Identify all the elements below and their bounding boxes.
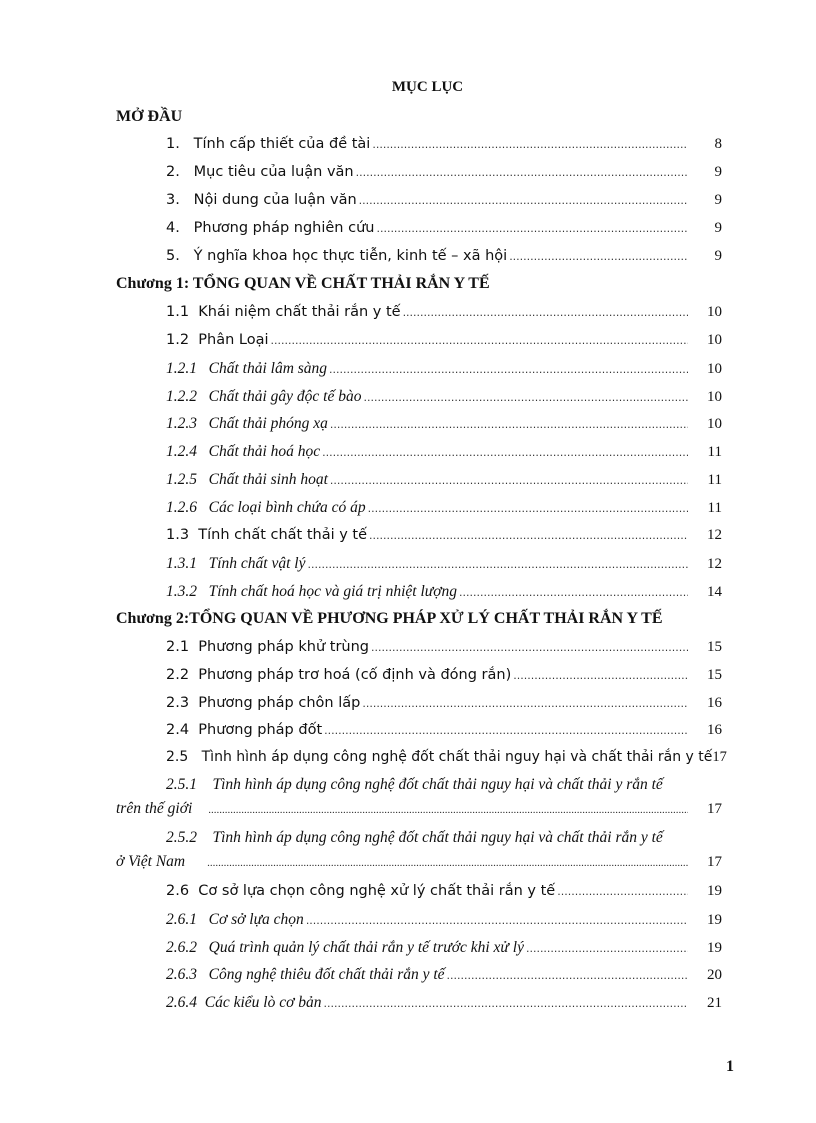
toc-entry[interactable]	[166, 883, 722, 903]
entry-page: 10	[707, 332, 722, 348]
entry-number: 1.3.2	[166, 583, 197, 600]
entry-title: Nội dung của luận văn	[193, 192, 357, 208]
entry-page: 10	[707, 304, 722, 320]
leader-dots	[356, 164, 688, 180]
entry-title: Chất thải gây độc tế bào	[208, 388, 362, 405]
toc-entry[interactable]	[166, 639, 722, 659]
entry-title: Tính chất vật lý	[208, 555, 306, 572]
toc-entry[interactable]	[166, 388, 722, 408]
entry-page: 9	[714, 192, 722, 208]
leader-dots	[362, 695, 688, 711]
entry-page: 17	[707, 801, 722, 817]
entry-title: Cơ sở lựa chọn	[208, 911, 304, 928]
entry-number: 1.2.5	[166, 471, 197, 488]
entry-title: Chất thải sinh hoạt	[208, 471, 328, 488]
toc-entry[interactable]	[166, 527, 722, 547]
entry-title: Tình hình áp dụng công nghệ đốt chất thải nguy hại và chất thải y rắn tế	[212, 776, 663, 793]
toc-entry[interactable]	[166, 667, 722, 687]
entry-number: 1.2.3	[166, 415, 197, 432]
leader-dots	[330, 416, 688, 432]
entry-number: 1.3.1	[166, 555, 197, 572]
leader-dots	[363, 389, 688, 405]
entry-title-continued: ở Việt Nam	[116, 853, 186, 870]
entry-number: 2.6.1	[166, 911, 197, 928]
entry-title: Phương pháp nghiên cứu	[193, 220, 375, 236]
entry-page: 16	[707, 695, 722, 711]
entry-number: 2.6.4	[166, 994, 197, 1011]
entry-title: Các loại bình chứa có áp	[208, 499, 366, 516]
entry-number: 2.2	[166, 667, 190, 683]
entry-page: 9	[714, 164, 722, 180]
entry-title: Tính chất hoá học và giá trị nhiệt lượng	[208, 583, 457, 600]
toc-entry[interactable]	[166, 360, 722, 380]
entry-number: 5.	[166, 248, 180, 264]
entry-page: 12	[707, 527, 722, 543]
entry-page: 15	[707, 667, 722, 683]
entry-title: Tình hình áp dụng công nghệ đốt chất thải nguy hại và chất thải rắn y tế	[201, 749, 713, 765]
toc-entry[interactable]	[166, 304, 722, 324]
entry-number: 2.3	[166, 695, 190, 711]
entry-number: 3.	[166, 192, 180, 208]
entry-title: Phương pháp chôn lấp	[198, 695, 361, 711]
entry-page: 10	[707, 416, 722, 432]
leader-dots	[329, 361, 688, 377]
chapter1-heading: Chương 1: TỔNG QUAN VỀ CHẤT THẢI RẮN Y TẾ	[116, 275, 490, 292]
entry-number: 1.2	[166, 332, 190, 348]
leader-dots	[376, 220, 688, 236]
leader-dots	[324, 995, 689, 1011]
leader-dots	[308, 556, 689, 572]
toc-entry-wrapped[interactable]	[116, 776, 722, 824]
entry-number: 2.6.2	[166, 939, 197, 956]
entry-title: Phương pháp trơ hoá (cố định và đóng rắn)	[198, 667, 512, 683]
leader-dots	[369, 527, 688, 543]
entry-title: Chất thải phóng xạ	[208, 415, 328, 432]
entry-number: 2.5.2	[166, 829, 197, 846]
entry-title: Mục tiêu của luận văn	[193, 164, 354, 180]
entry-number: 1.	[166, 136, 180, 152]
entry-number: 4.	[166, 220, 180, 236]
entry-page: 16	[707, 722, 722, 738]
chapter2-heading: Chương 2:TỔNG QUAN VỀ PHƯƠNG PHÁP XỬ LÝ CHẤT THẢI RẮN Y TẾ	[116, 610, 663, 627]
intro-heading: MỞ ĐẦU	[116, 108, 183, 125]
entry-page: 12	[707, 556, 722, 572]
toc-entry[interactable]	[166, 555, 722, 575]
entry-number: 2.1	[166, 639, 190, 655]
entry-title: Quá trình quản lý chất thải rắn y tế trước khi xử lý	[208, 939, 524, 956]
entry-page: 11	[707, 444, 722, 460]
entry-page: 19	[707, 940, 722, 956]
toc-entry[interactable]	[166, 583, 722, 603]
entry-page: 19	[707, 912, 722, 928]
entry-number: 1.3	[166, 527, 190, 543]
entry-page: 10	[707, 389, 722, 405]
entry-title: Cơ sở lựa chọn công nghệ xử lý chất thải rắn y tế	[198, 883, 556, 899]
toc-entry[interactable]	[166, 443, 722, 463]
entry-page: 14	[707, 584, 722, 600]
leader-dots	[372, 136, 688, 152]
entry-title: Tình hình áp dụng công nghệ đốt chất thải nguy hại và chất thải rắn y tế	[212, 829, 663, 846]
entry-page: 11	[707, 472, 722, 488]
toc-entry-wrapped[interactable]	[116, 829, 722, 877]
toc-entry[interactable]	[166, 749, 738, 769]
toc-entry[interactable]	[166, 939, 722, 959]
entry-page: 11	[707, 500, 722, 516]
entry-page: 8	[714, 136, 722, 152]
entry-number: 2.5.1	[166, 776, 197, 793]
leader-dots	[330, 472, 688, 488]
entry-title: Khái niệm chất thải rắn y tế	[198, 304, 401, 320]
leader-dots	[371, 639, 688, 655]
toc-entry[interactable]	[166, 332, 722, 352]
leader-dots	[324, 722, 688, 738]
leader-dots	[447, 967, 688, 983]
entry-number: 1.2.4	[166, 443, 197, 460]
entry-page: 20	[707, 967, 722, 983]
entry-title-continued: trên thế giới	[116, 800, 193, 817]
leader-dots	[208, 800, 688, 818]
toc-entry[interactable]	[166, 136, 722, 156]
toc-title: MỤC LỤC	[391, 79, 464, 95]
toc-entry[interactable]	[166, 220, 722, 240]
leader-dots	[459, 584, 688, 600]
leader-dots	[359, 192, 688, 208]
entry-title: Tính cấp thiết của đề tài	[193, 136, 371, 152]
entry-title: Phân Loại	[198, 332, 269, 348]
leader-dots	[557, 883, 688, 899]
entry-title: Chất thải hoá học	[208, 443, 321, 460]
leader-dots	[403, 304, 688, 320]
leader-dots	[322, 444, 688, 460]
entry-title: Phương pháp đốt	[198, 722, 323, 738]
entry-page: 19	[707, 883, 722, 899]
leader-dots	[526, 940, 688, 956]
entry-page: 21	[707, 995, 722, 1011]
leader-dots	[509, 248, 688, 264]
entry-number: 1.2.6	[166, 499, 197, 516]
entry-number: 1.2.1	[166, 360, 197, 377]
toc-entry[interactable]	[166, 966, 722, 986]
entry-number: 2.6.3	[166, 966, 197, 983]
entry-title: Phương pháp khử trùng	[198, 639, 369, 655]
entry-page: 17	[712, 749, 727, 765]
entry-title: Ý nghĩa khoa học thực tiễn, kinh tế – xã hội	[193, 248, 508, 264]
toc-entry[interactable]	[166, 911, 722, 931]
toc-entry[interactable]	[166, 164, 722, 184]
toc-entry[interactable]	[166, 695, 722, 715]
entry-number: 2.	[166, 164, 180, 180]
entry-title: Tính chất chất thải y tế	[198, 527, 368, 543]
toc-entry[interactable]	[166, 415, 722, 435]
toc-entry[interactable]	[166, 471, 722, 491]
leader-dots	[207, 853, 688, 871]
entry-page: 9	[714, 248, 722, 264]
entry-number: 2.6	[166, 883, 190, 899]
toc-entry[interactable]	[166, 192, 722, 212]
entry-title: Công nghệ thiêu đốt chất thải rắn y tế	[208, 966, 445, 983]
toc-entry[interactable]	[166, 994, 722, 1014]
page-number: 1	[726, 1058, 734, 1075]
entry-number: 1.2.2	[166, 388, 197, 405]
toc-entry[interactable]	[166, 499, 722, 519]
entry-number: 2.4	[166, 722, 190, 738]
entry-page: 10	[707, 361, 722, 377]
toc-entry[interactable]	[166, 722, 722, 742]
entry-page: 9	[714, 220, 722, 236]
entry-number: 2.5	[166, 749, 189, 765]
leader-dots	[306, 912, 688, 928]
toc-entry[interactable]	[166, 248, 722, 268]
entry-title: Các kiểu lò cơ bản	[204, 994, 322, 1011]
entry-title: Chất thải lâm sàng	[208, 360, 328, 377]
leader-dots	[271, 332, 688, 348]
entry-page: 15	[707, 639, 722, 655]
leader-dots	[513, 667, 688, 683]
leader-dots	[368, 500, 688, 516]
entry-number: 1.1	[166, 304, 190, 320]
entry-page: 17	[707, 854, 722, 870]
